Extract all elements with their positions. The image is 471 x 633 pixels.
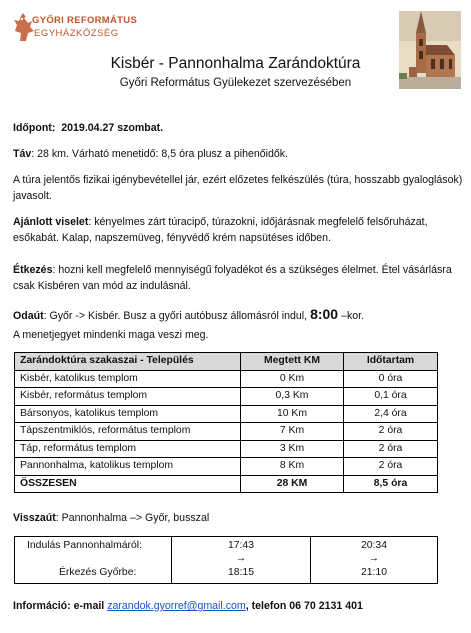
- distance-label: Táv: [13, 148, 32, 160]
- outbound-time: 8:00: [310, 306, 339, 322]
- return-labels-cell: [15, 537, 172, 584]
- column-header-km: Megtett KM: [241, 353, 344, 371]
- outbound-label: Odaút: [13, 310, 44, 322]
- distance-text: : 28 km. Várható menetidő: 8,5 óra plusz a pihenőidők.: [31, 148, 289, 160]
- stage-duration: 0,1 óra: [344, 388, 438, 406]
- stage-km: 0 Km: [241, 370, 344, 388]
- outbound-suffix: –kor.: [341, 310, 365, 322]
- food-text: : hozni kell megfelelő mennyiségű folyadékot és a szükséges élelmet. Étel vásárlásra csak Kisbéren van mód az indulásnál.: [13, 264, 452, 292]
- table-row: [15, 423, 438, 441]
- return-label: Visszaút: [13, 512, 56, 524]
- depart-time: 17:43: [227, 540, 254, 551]
- return-line: [13, 510, 463, 526]
- clothing-label: Ajánlott viselet: [13, 216, 89, 228]
- table-row: [15, 440, 438, 458]
- church-logo: [10, 9, 138, 45]
- table-total-row: [15, 475, 438, 493]
- stage-km: 0,3 Km: [241, 388, 344, 406]
- stage-name: Kisbér, református templom: [15, 388, 241, 406]
- table-header-row: [15, 353, 438, 371]
- date-value: 2019.04.27 szombat.: [61, 122, 164, 134]
- column-header-stage: Zarándoktúra szakaszai - Település: [15, 353, 241, 371]
- email-link[interactable]: zarandok.gyorref@gmail.com: [107, 600, 246, 612]
- clothing-paragraph: [13, 214, 463, 246]
- arrow-icon: →: [235, 553, 247, 564]
- depart-time: 20:34: [360, 540, 387, 551]
- stage-km: 8 Km: [241, 458, 344, 476]
- table-row: [15, 370, 438, 388]
- stage-duration: 2 óra: [344, 458, 438, 476]
- contact-line: [13, 598, 463, 614]
- distance-line: [13, 146, 463, 162]
- outbound-line: [13, 306, 463, 324]
- arrow-icon: →: [368, 553, 380, 564]
- depart-label: Indulás Pannonhalmáról:: [27, 540, 142, 551]
- logo-line-2: EGYHÁZKÖZSÉG: [34, 28, 119, 39]
- trip-cell: [172, 537, 311, 584]
- date-label: Időpont:: [13, 122, 56, 134]
- date-line: [13, 120, 463, 136]
- food-label: Étkezés: [13, 264, 53, 276]
- trip-cell: [311, 537, 438, 584]
- stage-name: Táp, református templom: [15, 440, 241, 458]
- arrive-time: 21:10: [360, 567, 387, 578]
- total-duration: 8,5 óra: [344, 475, 438, 493]
- stage-km: 10 Km: [241, 405, 344, 423]
- document-subtitle: Győri Református Gyülekezet szervezésében: [119, 77, 352, 89]
- contact-phone: , telefon 06 70 2131 401: [245, 600, 363, 612]
- contact-label: Információ: [13, 600, 68, 612]
- arrive-time: 18:15: [227, 567, 254, 578]
- total-label: ÖSSZESEN: [15, 475, 241, 493]
- stage-name: Bársonyos, katolikus templom: [15, 405, 241, 423]
- food-paragraph: [13, 262, 463, 294]
- outbound-text: : Győr -> Kisbér. Busz a győri autóbusz állomásról indul,: [43, 310, 308, 322]
- contact-email-prefix: : e-mail: [67, 600, 105, 612]
- stage-duration: 2 óra: [344, 440, 438, 458]
- stage-duration: 2,4 óra: [344, 405, 438, 423]
- clothing-text: : kényelmes zárt túracipő, túrazokni, időjárásnak megfelelő felsőruházat, esőkabát. Kalap, napszemüveg, fényvédő krém napsütéses időben.: [13, 216, 428, 244]
- return-text: : Pannonhalma –> Győr, busszal: [55, 512, 210, 524]
- return-schedule-table: [14, 536, 438, 584]
- logo-line-1: GYŐRI REFORMÁTUS: [32, 15, 138, 26]
- table-row: [15, 388, 438, 406]
- ticket-line: A menetjegyet mindenki maga veszi meg.: [13, 329, 209, 341]
- stage-km: 7 Km: [241, 423, 344, 441]
- document-title: Kisbér - Pannonhalma Zarándoktúra: [110, 55, 361, 72]
- effort-paragraph: A túra jelentős fizikai igénybevétellel jár, ezért előzetes felkészülés (túra, hosszabb gyaloglások) javasolt.: [13, 174, 463, 202]
- stage-km: 3 Km: [241, 440, 344, 458]
- stage-name: Pannonhalma, katolikus templom: [15, 458, 241, 476]
- table-row: [15, 458, 438, 476]
- stage-name: Kisbér, katolikus templom: [15, 370, 241, 388]
- stage-name: Tápszentmiklós, református templom: [15, 423, 241, 441]
- stages-table: [14, 352, 438, 493]
- stage-duration: 0 óra: [344, 370, 438, 388]
- arrive-label: Érkezés Győrbe:: [59, 567, 137, 578]
- total-km: 28 KM: [241, 475, 344, 493]
- table-row: [15, 405, 438, 423]
- column-header-duration: Időtartam: [344, 353, 438, 371]
- stage-duration: 2 óra: [344, 423, 438, 441]
